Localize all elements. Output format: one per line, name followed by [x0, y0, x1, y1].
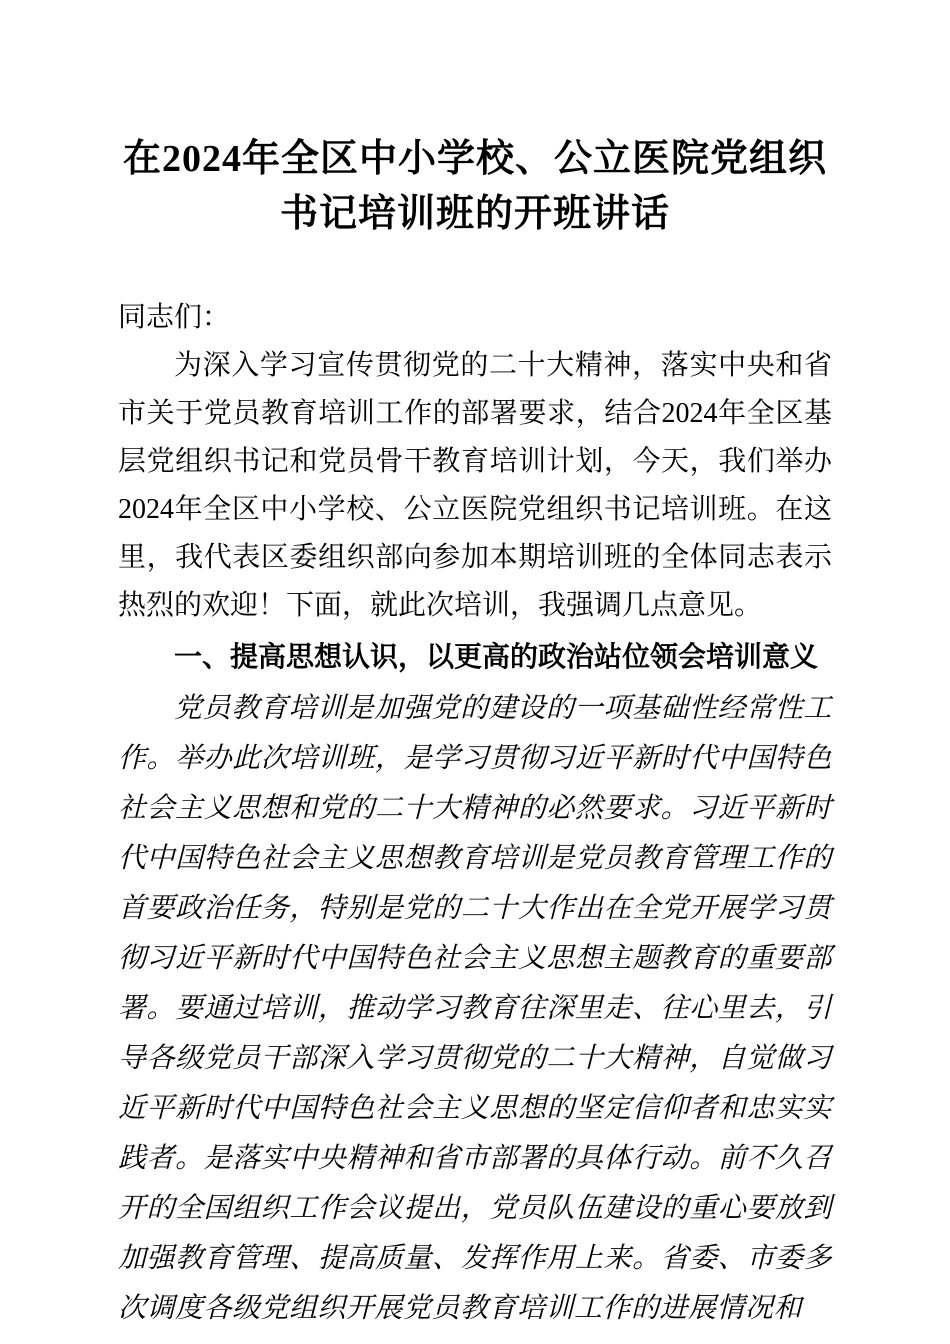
- section-1-body-paragraph: 党员教育培训是加强党的建设的一项基础性经常性工作。举办此次培训班，是学习贯彻习近平新时代中国特色社会主义思想和党的二十大精神的必然要求。习近平新时代中国特色社会主义思想教育培训是党员教育管理工作的首要政治任务，特别是党的二十大作出在全党开展学习贯彻习近平新时代中国特色社会主义思想主题教育的重要部署。要通过培训，推动学习教育往深里走、往心里去，引导各级党员干部深入学习贯彻党的二十大精神，自觉做习近平新时代中国特色社会主义思想的坚定信仰者和忠实实践者。是落实中央精神和省市部署的具体行动。前不久召开的全国组织工作会议提出，党员队伍建设的重心要放到加强教育管理、提高质量、发挥作用上来。省委、市委多次调度各级党组织开展党员教育培训工作的进展情况和: [118, 693, 832, 1325]
- document-title: 在2024年全区中小学校、公立医院党组织书记培训班的开班讲话: [122, 138, 827, 236]
- section-1-heading: 一、提高思想认识，以更高的政治站位领会培训意义: [174, 641, 819, 673]
- intro-paragraph: 为深入学习宣传贯彻党的二十大精神，落实中央和省市关于党员教育培训工作的部署要求，结合2024年全区基层党组织书记和党员骨干教育培训计划，今天，我们举办2024年全区中小学校、公立医院党组织书记培训班。在这里，我代表区委组织部向参加本期培训班的全体同志表示热烈的欢迎！下面，就此次培训，我强调几点意见。: [118, 350, 832, 622]
- salutation-line: 同志们：: [118, 302, 231, 334]
